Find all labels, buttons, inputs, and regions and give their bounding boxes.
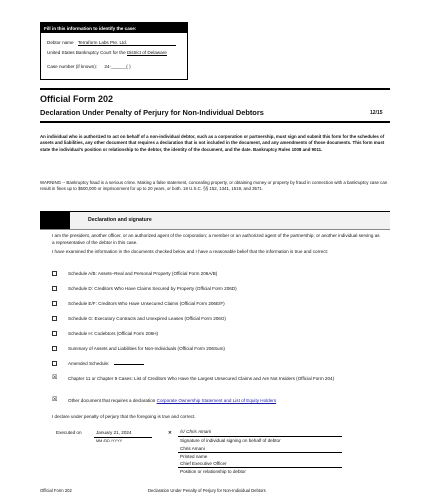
printed-name-caption: Printed name xyxy=(180,454,208,459)
signature-value: /s/ Chris Amani xyxy=(180,429,211,434)
schedule-checkbox[interactable] xyxy=(52,301,57,306)
schedule-checkbox[interactable] xyxy=(52,271,57,276)
schedule-checkbox[interactable] xyxy=(52,286,57,291)
court-district: District of Delaware xyxy=(126,50,167,55)
amended-schedule-field[interactable] xyxy=(114,364,144,365)
schedule-checkbox[interactable] xyxy=(52,346,57,351)
x-mark: ✕ xyxy=(168,430,172,435)
schedule-label: Schedule G: Executory Contracts and Unexpired Leases (Official Form 206G) xyxy=(68,316,226,321)
footer-form-number: Official Form 202 xyxy=(40,488,72,493)
debtor-name-value: Terraform Labs Pte. Ltd. xyxy=(78,40,176,46)
other-document-link[interactable]: Corporate Ownership Statement and List of Equity Holders xyxy=(156,398,277,403)
position-line xyxy=(178,467,342,468)
printed-name-value: Chris Amani xyxy=(180,446,205,451)
warning-paragraph: WARNING -- Bankruptcy fraud is a serious crime. Making a false statement, concealing property, or obtaining money or property by fraud in connection with a bankruptcy case can result in fines up to $500,000 or imprisonment for up to 20 years, or both. 18 U.S.C. §§ 152, 1341, 1519, and 3571. xyxy=(40,180,388,192)
top-rule xyxy=(40,88,390,90)
debtor-name-label: Debtor name xyxy=(47,40,74,45)
schedule-label xyxy=(68,398,380,404)
declaration-para-2: I have examined the information in the documents checked below and I have a reasonable belief that the information is true and correct: xyxy=(52,249,329,254)
schedule-label: Schedule A/B: Assets–Real and Personal Property (Official Form 206A/B) xyxy=(68,271,218,276)
position-value: Chief Executive Officer xyxy=(180,461,227,466)
form-number: Official Form 202 xyxy=(40,94,114,104)
checked-checkbox[interactable]: ☒ xyxy=(52,397,58,403)
date-line xyxy=(94,437,152,438)
declaration-statement: I declare under penalty of perjury that the foregoing is true and correct. xyxy=(52,414,196,419)
title-rule xyxy=(40,121,390,123)
case-number-row xyxy=(47,64,131,69)
court-row xyxy=(47,50,167,56)
position-caption: Position or relationship to debtor xyxy=(180,469,246,474)
checked-checkbox[interactable]: ☒ xyxy=(52,375,58,381)
footer-form-title: Declaration Under Penalty of Perjury for Non-Individual Debtors xyxy=(148,488,266,493)
schedule-label: Schedule E/F: Creditors Who Have Unsecured Claims (Official Form 206E/F) xyxy=(68,301,225,306)
other-document-label: Other document that requires a declaration xyxy=(68,398,156,403)
signature-caption: Signature of individual signing on behalf of debtor xyxy=(180,438,281,443)
section-title: Declaration and signature xyxy=(88,217,152,223)
executed-on-label: Executed on xyxy=(56,430,82,435)
schedule-label: Summary of Assets and Liabilities for Non-Individuals (Official Form 206Sum) xyxy=(68,346,225,351)
case-info-box xyxy=(40,22,188,80)
execution-date: January 21, 2024 xyxy=(96,430,132,435)
section-header xyxy=(40,211,390,230)
case-number-value: 24-______( ) xyxy=(104,64,131,69)
case-number-label: Case number (if known): xyxy=(47,64,98,69)
amended-schedule-label: Amended Schedule: xyxy=(68,361,110,366)
court-prefix: United States Bankruptcy Court for the xyxy=(47,50,126,55)
schedule-checkbox[interactable] xyxy=(52,361,57,366)
case-info-header: Fill in this information to identify the case: xyxy=(41,23,187,33)
form-date: 12/15 xyxy=(370,110,383,116)
schedule-checkbox[interactable] xyxy=(52,331,57,336)
schedule-label: Schedule D: Creditors Who Have Claims Secured by Property (Official Form 206D) xyxy=(68,286,237,291)
signature-line xyxy=(178,436,342,437)
schedule-checkbox[interactable] xyxy=(52,316,57,321)
date-format: MM /DD /YYYY xyxy=(96,439,123,443)
schedule-label: Chapter 11 or Chapter 9 Cases: List of Creditors Who Have the Largest Unsecured Claims and Are Not Insiders (Official Form 204) xyxy=(68,376,335,381)
debtor-name-row xyxy=(47,40,176,46)
declaration-para-1: I am the president, another officer, or an authorized agent of the corporation; a member or an authorized agent of the partnership; or another individual serving as a representative of the debtor in this case. xyxy=(52,233,380,245)
part-tab xyxy=(40,212,70,229)
form-title: Declaration Under Penalty of Perjury for Non-Individual Debtors xyxy=(40,108,264,117)
printed-name-line xyxy=(178,452,342,453)
schedule-label xyxy=(68,361,380,367)
intro-paragraph: An individual who is authorized to act on behalf of a non-individual debtor, such as a corporation or partnership, must sign and submit this form for the schedules of assets and liabilities, any other document that requires a declaration that is not included in the document, and any amendments of those documents. This form must state the individual's position or relationship to the debtor, the identity of the document, and the date. Bankruptcy Rules 1008 and 9011. xyxy=(40,134,385,152)
schedule-label: Schedule H: Codebtors (Official Form 206H) xyxy=(68,331,159,336)
